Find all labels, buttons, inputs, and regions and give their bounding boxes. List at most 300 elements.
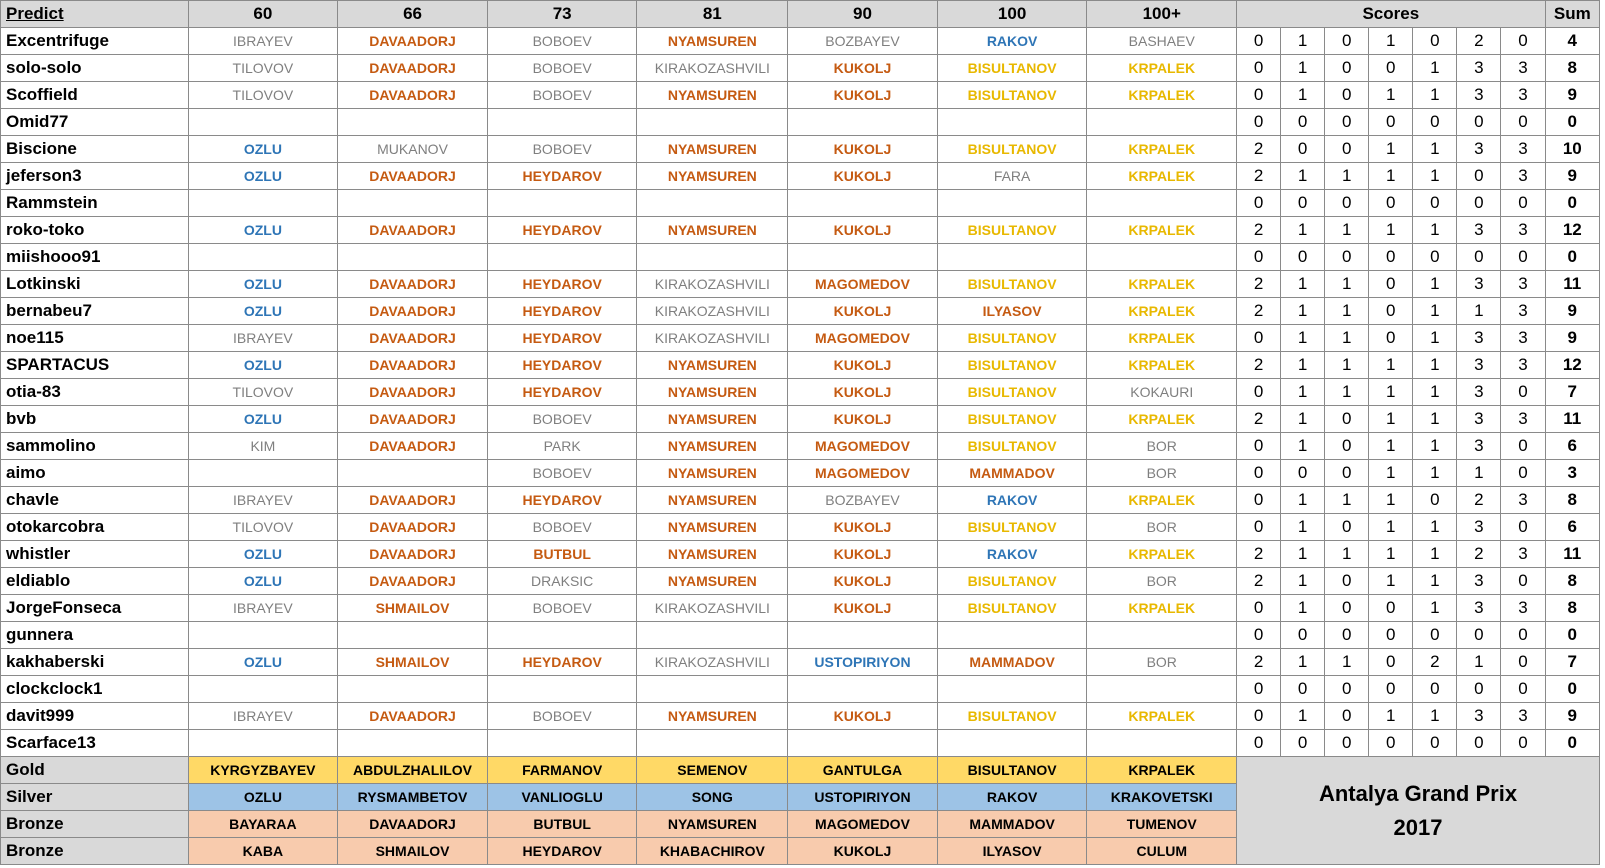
table-row [1, 487, 1600, 514]
predictor-name: whistler [1, 541, 189, 568]
pick-cell [788, 622, 938, 649]
pick-cell [937, 730, 1087, 757]
score-cell: 3 [1501, 703, 1545, 730]
predictor-name: aimo [1, 460, 189, 487]
pick-cell: BASHAEV [1087, 28, 1237, 55]
score-cell: 3 [1501, 271, 1545, 298]
score-cell: 1 [1413, 217, 1457, 244]
pick-cell: BOZBAYEV [788, 28, 938, 55]
pick-cell: HEYDAROV [487, 217, 637, 244]
sum-cell: 7 [1545, 379, 1599, 406]
score-cell: 3 [1501, 595, 1545, 622]
score-cell: 0 [1325, 730, 1369, 757]
score-cell: 1 [1281, 28, 1325, 55]
predictor-name: JorgeFonseca [1, 595, 189, 622]
score-cell: 3 [1457, 406, 1501, 433]
pick-cell: SHMAILOV [338, 649, 488, 676]
predictor-name: noe115 [1, 325, 189, 352]
medalist-cell: USTOPIRIYON [788, 784, 938, 811]
pick-cell: BISULTANOV [937, 271, 1087, 298]
score-cell: 0 [1369, 298, 1413, 325]
pick-cell: DRAKSIC [487, 568, 637, 595]
score-cell: 1 [1413, 406, 1457, 433]
pick-cell: KIRAKOZASHVILI [637, 325, 788, 352]
medalist-cell: TUMENOV [1087, 811, 1237, 838]
pick-cell: NYAMSUREN [637, 82, 788, 109]
predictor-name: jeferson3 [1, 163, 189, 190]
score-cell: 0 [1369, 730, 1413, 757]
medalist-cell: KRPALEK [1087, 757, 1237, 784]
score-cell: 1 [1369, 568, 1413, 595]
score-cell: 1 [1281, 325, 1325, 352]
score-cell: 1 [1369, 28, 1413, 55]
medal-label: Bronze [1, 811, 189, 838]
score-cell: 0 [1501, 244, 1545, 271]
score-cell: 0 [1281, 676, 1325, 703]
score-cell: 2 [1237, 568, 1281, 595]
score-cell: 0 [1325, 109, 1369, 136]
table-row [1, 217, 1600, 244]
score-cell: 1 [1281, 352, 1325, 379]
score-cell: 3 [1457, 136, 1501, 163]
score-cell: 1 [1369, 460, 1413, 487]
score-cell: 3 [1457, 55, 1501, 82]
pick-cell: KUKOLJ [788, 298, 938, 325]
pick-cell: NYAMSUREN [637, 217, 788, 244]
sum-cell: 3 [1545, 460, 1599, 487]
pick-cell [487, 622, 637, 649]
table-row [1, 649, 1600, 676]
pick-cell: IBRAYEV [188, 703, 338, 730]
score-cell: 1 [1413, 82, 1457, 109]
table-row [1, 28, 1600, 55]
pick-cell [188, 244, 338, 271]
score-cell: 0 [1501, 109, 1545, 136]
medal-row [1, 757, 1600, 784]
pick-cell: BOR [1087, 460, 1237, 487]
score-cell: 0 [1237, 190, 1281, 217]
pick-cell: KRPALEK [1087, 55, 1237, 82]
sum-header: Sum [1545, 1, 1599, 28]
pick-cell [338, 622, 488, 649]
pick-cell: DAVAADORJ [338, 568, 488, 595]
score-cell: 1 [1369, 136, 1413, 163]
score-cell: 0 [1501, 622, 1545, 649]
score-cell: 2 [1237, 649, 1281, 676]
score-cell: 1 [1369, 514, 1413, 541]
pick-cell: MAMMADOV [937, 460, 1087, 487]
score-cell: 0 [1369, 325, 1413, 352]
score-cell: 1 [1281, 406, 1325, 433]
pick-cell: NYAMSUREN [637, 136, 788, 163]
pick-cell: KRPALEK [1087, 325, 1237, 352]
pick-cell: HEYDAROV [487, 649, 637, 676]
pick-cell: BISULTANOV [937, 406, 1087, 433]
score-cell: 0 [1237, 379, 1281, 406]
score-cell: 0 [1237, 730, 1281, 757]
medalist-cell: KRAKOVETSKI [1087, 784, 1237, 811]
pick-cell: HEYDAROV [487, 379, 637, 406]
sum-cell: 8 [1545, 568, 1599, 595]
sum-cell: 12 [1545, 352, 1599, 379]
pick-cell: NYAMSUREN [637, 352, 788, 379]
pick-cell [637, 622, 788, 649]
pick-cell: KUKOLJ [788, 136, 938, 163]
score-cell: 3 [1501, 487, 1545, 514]
score-cell: 1 [1281, 541, 1325, 568]
score-cell: 1 [1369, 487, 1413, 514]
score-cell: 0 [1325, 703, 1369, 730]
score-cell: 3 [1501, 55, 1545, 82]
pick-cell: NYAMSUREN [637, 487, 788, 514]
score-cell: 0 [1237, 514, 1281, 541]
table-row [1, 82, 1600, 109]
score-cell: 0 [1369, 649, 1413, 676]
scores-header: Scores [1237, 1, 1546, 28]
table-row [1, 595, 1600, 622]
pick-cell: KUKOLJ [788, 406, 938, 433]
pick-cell [637, 244, 788, 271]
pick-cell: KIM [188, 433, 338, 460]
score-cell: 3 [1457, 217, 1501, 244]
score-cell: 0 [1413, 109, 1457, 136]
pick-cell: HEYDAROV [487, 163, 637, 190]
score-cell: 0 [1501, 676, 1545, 703]
score-cell: 2 [1413, 649, 1457, 676]
pick-cell: DAVAADORJ [338, 433, 488, 460]
score-cell: 0 [1369, 190, 1413, 217]
pick-cell: IBRAYEV [188, 325, 338, 352]
score-cell: 2 [1237, 271, 1281, 298]
score-cell: 0 [1413, 28, 1457, 55]
predictor-name: Rammstein [1, 190, 189, 217]
score-cell: 1 [1457, 649, 1501, 676]
pick-cell: BOR [1087, 649, 1237, 676]
table-row [1, 352, 1600, 379]
pick-cell [338, 244, 488, 271]
score-cell: 1 [1413, 595, 1457, 622]
pick-cell [487, 730, 637, 757]
pick-cell: TILOVOV [188, 379, 338, 406]
table-row [1, 325, 1600, 352]
score-cell: 1 [1281, 271, 1325, 298]
pick-cell: BISULTANOV [937, 55, 1087, 82]
medalist-cell: NYAMSUREN [637, 811, 788, 838]
score-cell: 0 [1457, 244, 1501, 271]
pick-cell [788, 676, 938, 703]
predictor-name: solo-solo [1, 55, 189, 82]
pick-cell: KRPALEK [1087, 82, 1237, 109]
sum-cell: 9 [1545, 298, 1599, 325]
score-cell: 1 [1413, 460, 1457, 487]
score-cell: 0 [1369, 271, 1413, 298]
pick-cell [937, 676, 1087, 703]
score-cell: 0 [1237, 28, 1281, 55]
score-cell: 3 [1457, 379, 1501, 406]
pick-cell: DAVAADORJ [338, 514, 488, 541]
pick-cell: IBRAYEV [188, 28, 338, 55]
pick-cell: KUKOLJ [788, 352, 938, 379]
score-cell: 3 [1501, 82, 1545, 109]
sum-cell: 12 [1545, 217, 1599, 244]
score-cell: 0 [1501, 514, 1545, 541]
score-cell: 1 [1369, 163, 1413, 190]
score-cell: 1 [1369, 703, 1413, 730]
pick-cell: OZLU [188, 568, 338, 595]
score-cell: 0 [1501, 190, 1545, 217]
predictor-name: roko-toko [1, 217, 189, 244]
weight-header-81: 81 [637, 1, 788, 28]
pick-cell: IBRAYEV [188, 487, 338, 514]
pick-cell: BOBOEV [487, 136, 637, 163]
event-year: 2017 [1393, 814, 1443, 840]
pick-cell: OZLU [188, 352, 338, 379]
score-cell: 0 [1501, 379, 1545, 406]
pick-cell: BISULTANOV [937, 514, 1087, 541]
pick-cell: KIRAKOZASHVILI [637, 649, 788, 676]
pick-cell: TILOVOV [188, 55, 338, 82]
pick-cell [487, 190, 637, 217]
predictor-name: otokarcobra [1, 514, 189, 541]
pick-cell: BISULTANOV [937, 595, 1087, 622]
score-cell: 1 [1325, 325, 1369, 352]
pick-cell: OZLU [188, 217, 338, 244]
score-cell: 3 [1457, 595, 1501, 622]
score-cell: 0 [1457, 730, 1501, 757]
medalist-cell: KHABACHIROV [637, 838, 788, 865]
score-cell: 0 [1325, 433, 1369, 460]
pick-cell [1087, 244, 1237, 271]
pick-cell: DAVAADORJ [338, 325, 488, 352]
table-row [1, 703, 1600, 730]
score-cell: 0 [1281, 136, 1325, 163]
score-cell: 3 [1501, 325, 1545, 352]
sum-cell: 11 [1545, 271, 1599, 298]
score-cell: 3 [1501, 406, 1545, 433]
sum-cell: 8 [1545, 55, 1599, 82]
medalist-cell: CULUM [1087, 838, 1237, 865]
table-row [1, 379, 1600, 406]
score-cell: 0 [1457, 622, 1501, 649]
pick-cell: OZLU [188, 541, 338, 568]
pick-cell: DAVAADORJ [338, 703, 488, 730]
score-cell: 1 [1369, 352, 1413, 379]
pick-cell: TILOVOV [188, 82, 338, 109]
score-cell: 1 [1281, 163, 1325, 190]
pick-cell: DAVAADORJ [338, 487, 488, 514]
pick-cell [637, 730, 788, 757]
pick-cell [788, 190, 938, 217]
sum-cell: 0 [1545, 676, 1599, 703]
pick-cell: BISULTANOV [937, 136, 1087, 163]
score-cell: 0 [1325, 136, 1369, 163]
score-cell: 3 [1457, 325, 1501, 352]
score-cell: 1 [1413, 325, 1457, 352]
pick-cell [637, 676, 788, 703]
predictor-name: bvb [1, 406, 189, 433]
pick-cell: RAKOV [937, 28, 1087, 55]
pick-cell: KUKOLJ [788, 568, 938, 595]
pick-cell: RAKOV [937, 541, 1087, 568]
score-cell: 3 [1501, 217, 1545, 244]
table-row [1, 406, 1600, 433]
pick-cell [338, 676, 488, 703]
score-cell: 3 [1457, 568, 1501, 595]
table-row [1, 190, 1600, 217]
pick-cell [188, 676, 338, 703]
score-cell: 1 [1281, 487, 1325, 514]
pick-cell: KIRAKOZASHVILI [637, 271, 788, 298]
pick-cell: MAGOMEDOV [788, 433, 938, 460]
score-cell: 1 [1281, 433, 1325, 460]
pick-cell: KUKOLJ [788, 514, 938, 541]
score-cell: 1 [1325, 541, 1369, 568]
predictor-name: Scarface13 [1, 730, 189, 757]
score-cell: 0 [1325, 622, 1369, 649]
pick-cell [188, 730, 338, 757]
predictor-name: Lotkinski [1, 271, 189, 298]
weight-header-100: 100 [937, 1, 1087, 28]
score-cell: 1 [1325, 271, 1369, 298]
pick-cell: NYAMSUREN [637, 379, 788, 406]
pick-cell [338, 730, 488, 757]
pick-cell [1087, 676, 1237, 703]
score-cell: 0 [1237, 460, 1281, 487]
score-cell: 0 [1325, 595, 1369, 622]
medalist-cell: OZLU [188, 784, 338, 811]
table-row [1, 676, 1600, 703]
pick-cell: BISULTANOV [937, 568, 1087, 595]
score-cell: 1 [1281, 649, 1325, 676]
pick-cell [487, 676, 637, 703]
score-cell: 0 [1237, 622, 1281, 649]
pick-cell: KRPALEK [1087, 406, 1237, 433]
pick-cell: KRPALEK [1087, 217, 1237, 244]
table-row [1, 136, 1600, 163]
pick-cell: KRPALEK [1087, 136, 1237, 163]
pick-cell: DAVAADORJ [338, 55, 488, 82]
score-cell: 0 [1325, 82, 1369, 109]
pick-cell: OZLU [188, 136, 338, 163]
pick-cell: BOR [1087, 568, 1237, 595]
pick-cell [188, 460, 338, 487]
score-cell: 1 [1413, 163, 1457, 190]
score-cell: 0 [1325, 28, 1369, 55]
medalist-cell: HEYDAROV [487, 838, 637, 865]
pick-cell: RAKOV [937, 487, 1087, 514]
score-cell: 3 [1501, 136, 1545, 163]
predictor-name: bernabeu7 [1, 298, 189, 325]
pick-cell: KRPALEK [1087, 271, 1237, 298]
score-cell: 0 [1457, 109, 1501, 136]
predictor-name: Excentrifuge [1, 28, 189, 55]
pick-cell: MAGOMEDOV [788, 271, 938, 298]
table-row [1, 271, 1600, 298]
weight-header-100-plus: 100+ [1087, 1, 1237, 28]
pick-cell [637, 190, 788, 217]
score-cell: 2 [1457, 28, 1501, 55]
predictor-name: chavle [1, 487, 189, 514]
pick-cell [937, 190, 1087, 217]
medalist-cell: RAKOV [937, 784, 1087, 811]
pick-cell: KUKOLJ [788, 82, 938, 109]
pick-cell: DAVAADORJ [338, 406, 488, 433]
pick-cell: BISULTANOV [937, 352, 1087, 379]
score-cell: 1 [1281, 298, 1325, 325]
pick-cell: BISULTANOV [937, 325, 1087, 352]
score-cell: 0 [1501, 568, 1545, 595]
score-cell: 0 [1369, 595, 1413, 622]
table-row [1, 55, 1600, 82]
pick-cell: HEYDAROV [487, 271, 637, 298]
score-cell: 0 [1281, 460, 1325, 487]
header-row [1, 1, 1600, 28]
pick-cell: NYAMSUREN [637, 514, 788, 541]
pick-cell: BOBOEV [487, 55, 637, 82]
score-cell: 1 [1413, 136, 1457, 163]
pick-cell: NYAMSUREN [637, 460, 788, 487]
score-cell: 0 [1413, 730, 1457, 757]
score-cell: 3 [1457, 82, 1501, 109]
score-cell: 0 [1457, 676, 1501, 703]
pick-cell: KRPALEK [1087, 595, 1237, 622]
pick-cell [1087, 109, 1237, 136]
pick-cell: KUKOLJ [788, 379, 938, 406]
score-cell: 2 [1237, 406, 1281, 433]
score-cell: 1 [1369, 433, 1413, 460]
score-cell: 0 [1369, 55, 1413, 82]
pick-cell [188, 190, 338, 217]
table-row [1, 568, 1600, 595]
score-cell: 0 [1325, 676, 1369, 703]
score-cell: 0 [1369, 622, 1413, 649]
medalist-cell: BUTBUL [487, 811, 637, 838]
pick-cell: OZLU [188, 406, 338, 433]
pick-cell: BOBOEV [487, 82, 637, 109]
score-cell: 1 [1369, 217, 1413, 244]
pick-cell: KUKOLJ [788, 541, 938, 568]
score-cell: 0 [1501, 28, 1545, 55]
score-cell: 1 [1325, 217, 1369, 244]
pick-cell: BISULTANOV [937, 433, 1087, 460]
medalist-cell: KABA [188, 838, 338, 865]
score-cell: 1 [1369, 82, 1413, 109]
pick-cell [338, 109, 488, 136]
score-cell: 2 [1237, 163, 1281, 190]
score-cell: 0 [1325, 190, 1369, 217]
pick-cell: KUKOLJ [788, 595, 938, 622]
score-cell: 0 [1413, 244, 1457, 271]
pick-cell: DAVAADORJ [338, 28, 488, 55]
pick-cell: MAGOMEDOV [788, 325, 938, 352]
score-cell: 0 [1413, 190, 1457, 217]
table-row [1, 622, 1600, 649]
score-cell: 0 [1413, 676, 1457, 703]
score-cell: 1 [1413, 298, 1457, 325]
table-row [1, 433, 1600, 460]
predictor-name: eldiablo [1, 568, 189, 595]
medalist-cell: ABDULZHALILOV [338, 757, 488, 784]
score-cell: 1 [1281, 514, 1325, 541]
pick-cell: NYAMSUREN [637, 406, 788, 433]
sum-cell: 0 [1545, 109, 1599, 136]
pick-cell [338, 460, 488, 487]
score-cell: 0 [1501, 649, 1545, 676]
pick-cell: NYAMSUREN [637, 28, 788, 55]
pick-cell: BOR [1087, 514, 1237, 541]
medalist-cell: SHMAILOV [338, 838, 488, 865]
score-cell: 2 [1237, 298, 1281, 325]
